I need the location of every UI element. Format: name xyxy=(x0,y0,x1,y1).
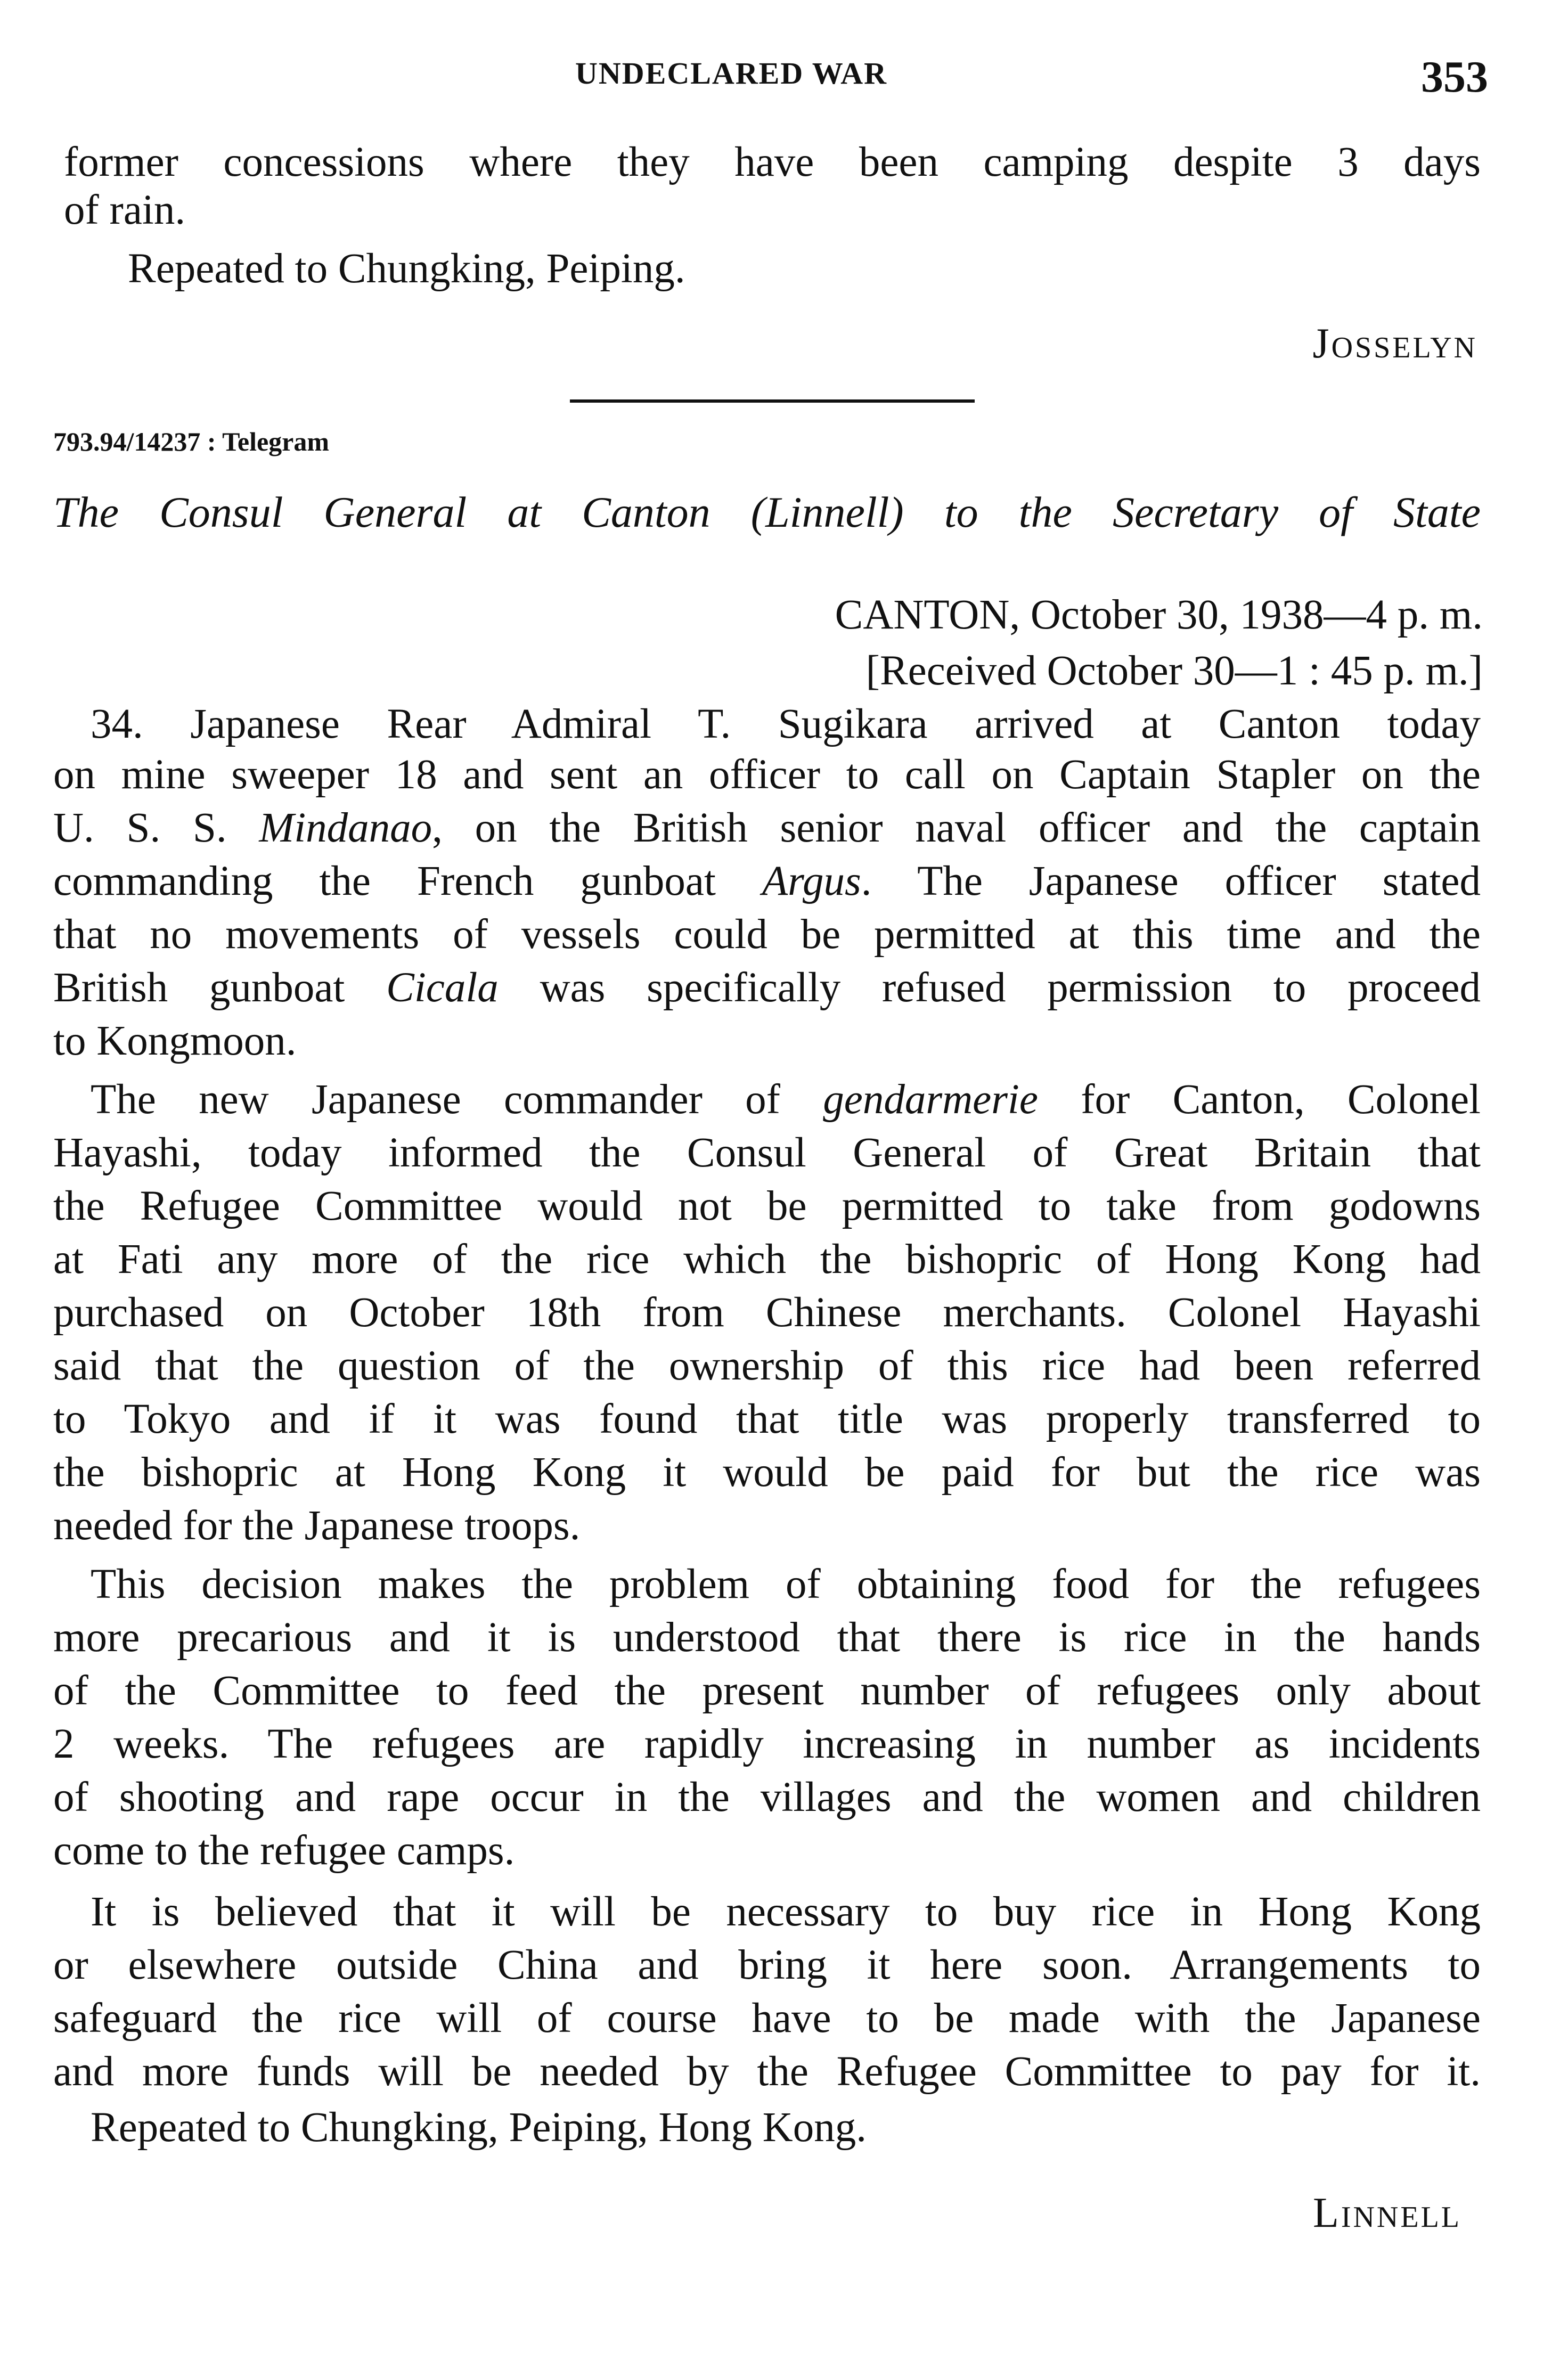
text-run: for Canton, Colonel xyxy=(1038,1076,1481,1123)
signature: LINNELL xyxy=(1312,2190,1461,2236)
paragraph-line xyxy=(53,858,1481,905)
running-title: UNDECLARED WAR xyxy=(575,56,888,91)
prev-letter-signature: JOSSELYN xyxy=(1312,320,1477,367)
paragraph-line: safeguard the rice will of course have to be made with the Japanese xyxy=(53,1995,1481,2042)
paragraph-line: 2 weeks. The refugees are rapidly increasing in number as incidents xyxy=(53,1721,1481,1767)
document-file-number: 793.94/14237 : Telegram xyxy=(53,427,330,456)
paragraph-line: and more funds will be needed by the Refugee Committee to pay for it. xyxy=(53,2048,1481,2095)
text-run: commanding the French gunboat xyxy=(53,858,762,904)
paragraph-line: 34. Japanese Rear Admiral T. Sugikara arrived at Canton today xyxy=(91,701,1481,747)
paragraph-line: the bishopric at Hong Kong it would be paid for but the rice was xyxy=(53,1449,1481,1496)
repeated-note: Repeated to Chungking, Peiping, Hong Kong. xyxy=(91,2104,867,2151)
ship-name: Cicala xyxy=(386,965,499,1011)
paragraph-line: purchased on October 18th from Chinese merchants. Colonel Hayashi xyxy=(53,1289,1481,1336)
paragraph-line: to Kongmoon. xyxy=(53,1018,297,1064)
text-run: was specifically refused permission to proceed xyxy=(498,965,1481,1011)
text-run: The new Japanese commander of xyxy=(91,1076,823,1123)
paragraph-line: the Refugee Committee would not be permitted to take from godowns xyxy=(53,1183,1481,1229)
received-note: [Received October 30—1 : 45 p. m.] xyxy=(865,648,1483,694)
paragraph-line: of shooting and rape occur in the villages and the women and children xyxy=(53,1774,1481,1820)
page-number: 353 xyxy=(1421,52,1488,102)
paragraph-line: or elsewhere outside China and bring it here soon. Arrangements to xyxy=(53,1942,1481,1988)
italic-term: gendarmerie xyxy=(823,1076,1038,1123)
text-run: U. S. S. xyxy=(53,805,259,851)
text-run: . The Japanese officer stated xyxy=(861,858,1481,904)
prev-letter-repeated: Repeated to Chungking, Peiping. xyxy=(128,246,685,292)
ship-name: Mindanao xyxy=(259,805,432,851)
paragraph-line: This decision makes the problem of obtaining food for the refugees xyxy=(91,1561,1481,1607)
dateline-place: CANTON xyxy=(835,592,1010,638)
dateline-date: , October 30, 1938—4 p. m. xyxy=(1009,592,1483,638)
paragraph-line: It is believed that it will be necessary to buy rice in Hong Kong xyxy=(91,1889,1481,1935)
paragraph-line: to Tokyo and if it was found that title was properly transferred to xyxy=(53,1396,1481,1442)
paragraph-line: said that the question of the ownership of this rice had been referred xyxy=(53,1343,1481,1389)
paragraph-line: at Fati any more of the rice which the bishopric of Hong Kong had xyxy=(53,1236,1481,1283)
text-run: , on the British senior naval officer and the captain xyxy=(432,805,1481,851)
section-divider xyxy=(570,399,975,403)
prev-letter-line: of rain. xyxy=(64,187,186,233)
paragraph-line: come to the refugee camps. xyxy=(53,1827,515,1874)
paragraph-line: on mine sweeper 18 and sent an officer to call on Captain Stapler on the xyxy=(53,752,1481,798)
document-heading: The Consul General at Canton (Linnell) to the Secretary of State xyxy=(53,488,1481,536)
paragraph-line: needed for the Japanese troops. xyxy=(53,1503,581,1549)
paragraph-line: Hayashi, today informed the Consul General of Great Britain that xyxy=(53,1130,1481,1176)
paragraph-line xyxy=(53,964,1481,1012)
prev-letter-line: former concessions where they have been camping despite 3 days xyxy=(64,139,1481,185)
text-run: British gunboat xyxy=(53,965,387,1011)
paragraph-line: more precarious and it is understood that there is rice in the hands xyxy=(53,1614,1481,1661)
paragraph-line: of the Committee to feed the present number of refugees only about xyxy=(53,1668,1481,1714)
paragraph-line xyxy=(53,804,1481,852)
paragraph-line: that no movements of vessels could be permitted at this time and the xyxy=(53,911,1481,958)
ship-name: Argus xyxy=(762,858,861,904)
dateline xyxy=(835,591,1483,639)
paragraph-line xyxy=(91,1076,1481,1124)
